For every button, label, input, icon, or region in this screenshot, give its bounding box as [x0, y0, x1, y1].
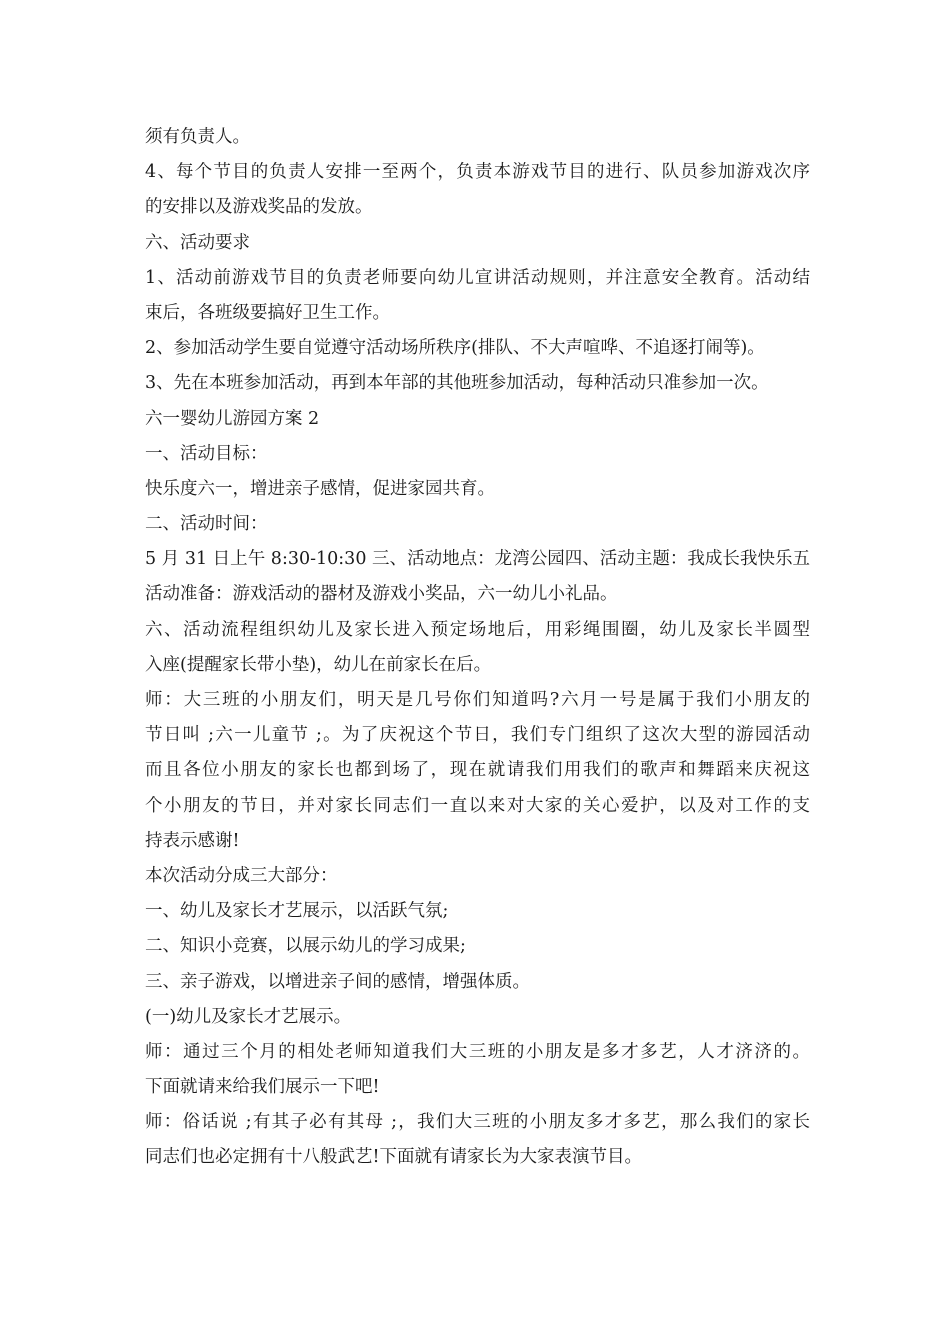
document-body [145, 120, 810, 1176]
text-line: 束后，各班级要搞好卫生工作。 [145, 302, 390, 323]
text-line: 3、先在本班参加活动，再到本年部的其他班参加活动，每种活动只准参加一次。 [145, 373, 769, 394]
text-line: 2、参加活动学生要自觉遵守活动场所秩序(排队、不大声喧哗、不追逐打闹等)。 [145, 338, 765, 359]
text-line: 节日叫 ;六一儿童节 ;。为了庆祝这个节日，我们专门组织了这次大型的游园活动 [145, 725, 810, 746]
list-item: 三、亲子游戏，以增进亲子间的感情，增强体质。 [145, 971, 530, 992]
section-heading: 六一婴幼儿游园方案 2 [145, 408, 320, 429]
text-line: 下面就请来给我们展示一下吧! [145, 1077, 380, 1098]
text-line: 师：俗话说 ;有其子必有其母 ;，我们大三班的小朋友多才多艺，那么我们的家长 [145, 1112, 810, 1133]
section-heading: 一、活动目标： [145, 443, 268, 464]
text-line: 1、活动前游戏节目的负责老师要向幼儿宣讲活动规则，并注意安全教育。活动结 [145, 267, 810, 288]
section-heading: 六、活动要求 [145, 232, 250, 253]
text-line: 六、活动流程组织幼儿及家长进入预定场地后，用彩绳围圈，幼儿及家长半圆型 [145, 619, 810, 640]
text-line: 活动准备：游戏活动的器材及游戏小奖品，六一幼儿小礼品。 [145, 584, 618, 605]
text-line: 本次活动分成三大部分： [145, 865, 338, 886]
text-line: 个小朋友的节日，并对家长同志们一直以来对大家的关心爱护，以及对工作的支 [145, 795, 810, 816]
section-heading: 二、活动时间： [145, 514, 268, 535]
text-line: 而且各位小朋友的家长也都到场了，现在就请我们用我们的歌声和舞蹈来庆祝这 [145, 760, 810, 781]
section-heading: (一)幼儿及家长才艺展示。 [145, 1006, 352, 1027]
text-line: 入座(提醒家长带小垫)，幼儿在前家长在后。 [145, 654, 492, 675]
text-line: 4、每个节目的负责人安排一至两个，负责本游戏节目的进行、队员参加游戏次序 [145, 162, 810, 183]
list-item: 一、幼儿及家长才艺展示，以活跃气氛; [145, 901, 449, 922]
text-line: 5 月 31 日上午 8:30-10:30 三、活动地点：龙湾公园四、活动主题：我成长我快乐五 [145, 549, 810, 570]
text-line: 持表示感谢! [145, 830, 240, 851]
text-line: 快乐度六一，增进亲子感情，促进家园共育。 [145, 478, 495, 499]
text-line: 须有负责人。 [145, 127, 250, 147]
text-line: 同志们也必定拥有十八般武艺!下面就有请家长为大家表演节目。 [145, 1147, 643, 1168]
text-line: 师：大三班的小朋友们，明天是几号你们知道吗?六月一号是属于我们小朋友的 [145, 690, 810, 710]
text-line: 师：通过三个月的相处老师知道我们大三班的小朋友是多才多艺，人才济济的。 [145, 1041, 810, 1062]
text-line: 的安排以及游戏奖品的发放。 [145, 197, 373, 218]
list-item: 二、知识小竞赛，以展示幼儿的学习成果; [145, 936, 466, 957]
